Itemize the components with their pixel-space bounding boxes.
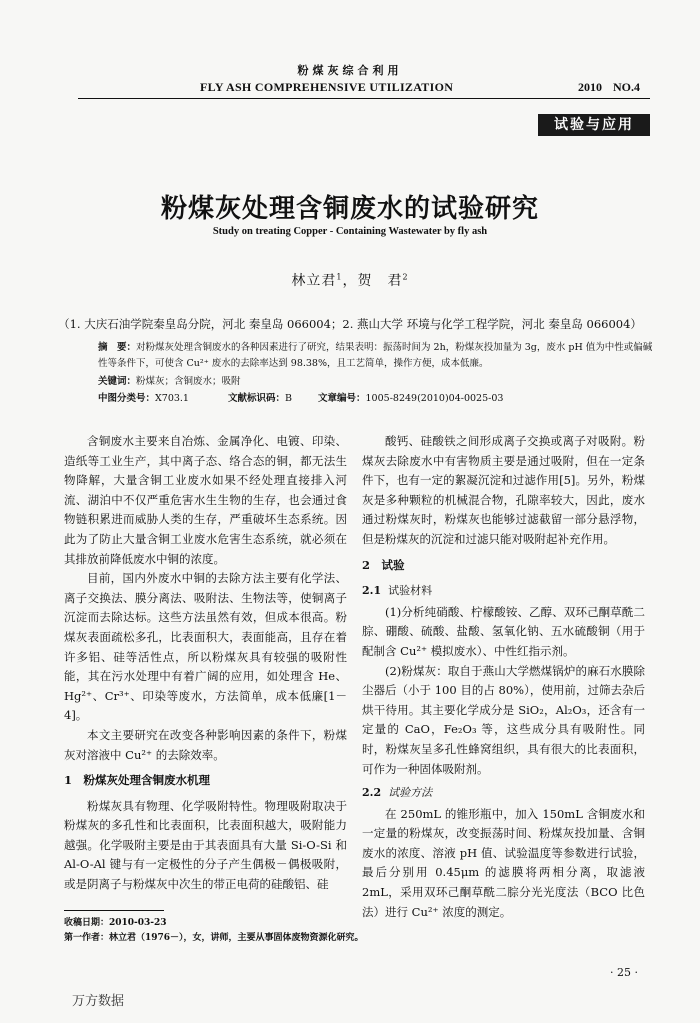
classification-line: [98, 391, 658, 407]
keywords: [98, 374, 658, 390]
paragraph: 目前，国内外废水中铜的去除方法主要有化学法、离子交换法、膜分离法、吸附法、生物法等，使铜离子沉淀而去除达标。这些方法虽然有效，但成本很高。粉煤灰表面疏松多孔，比表面积大，表面能高，且存在着许多铝、硅等活性点，所以粉煤灰具有较强的吸附性能，其在污水处理中有着广阔的应用，如处理含 He、Hg²⁺、Cr³⁺、印染等废水，方法简单，成本低廉[1－4]。: [64, 571, 347, 723]
paragraph: 在 250mL 的锥形瓶中，加入 150mL 含铜废水和一定量的粉煤灰，改变振荡时间、粉煤灰投加量、含铜废水的浓度、溶液 pH 值、试验温度等参数进行试验，最后分别用 0.45μm 的滤膜将两相分离，取滤液 2mL，采用双环己酮草酰二腙分光光度法（BCO 比色法）进行 Cu²⁺ 浓度的测定。: [362, 806, 645, 919]
header-divider: [78, 98, 650, 99]
author-1-affil-mark: 1: [336, 272, 343, 282]
body-column-left: [64, 432, 347, 895]
subsection-title: 试验材料: [388, 584, 433, 598]
body-column-right: [362, 432, 645, 922]
article-title-en: Study on treating Copper - Containing Wastewater by fly ash: [212, 226, 488, 237]
abstract-text: 对粉煤灰处理含铜废水的各种因素进行了研究，结果表明：振荡时间为 2h，粉煤灰投加量为 3g，废水 pH 值为中性或偏碱性等条件下，可使含 Cu²⁺ 废水的去除率达到 98.38%，且工艺简单，操作方便，成本低廉。: [98, 342, 653, 369]
issue-number: 2010 NO.4: [578, 80, 640, 94]
author-line: [0, 270, 700, 290]
paragraph: 本文主要研究在改变各种影响因素的条件下，粉煤灰对溶液中 Cu²⁺ 的去除效率。: [64, 727, 347, 762]
section-heading-2: 2 试验: [362, 557, 405, 572]
section-heading-1: 1 粉煤灰处理含铜废水机理: [64, 773, 211, 788]
subsection-heading-2-2: [362, 783, 645, 803]
article-number-label: 文章编号：: [318, 393, 366, 404]
source-watermark: 万方数据: [72, 994, 125, 1009]
subsection-number: 2.2: [362, 786, 382, 800]
paragraph: (2)粉煤灰：取自于燕山大学燃煤锅炉的麻石水膜除尘器后（小于 100 目的占 80%），使用前，过筛去杂后烘干待用。其主要化学成分是 SiO₂，Al₂O₃，还含有一定量的 CaO，Fe₂O₃ 等，这些成分具有吸附性。同时，粉煤灰呈多孔性蜂窝组织，具有很大的比表面积，可作为一种固体吸附剂。: [362, 663, 645, 776]
journal-title-cn: 粉煤灰综合利用: [297, 64, 403, 77]
abstract-label: 摘 要：: [98, 342, 137, 353]
author-1: 林立君: [291, 273, 337, 289]
journal-title-en: FLY ASH COMPREHENSIVE UTILIZATION: [200, 80, 454, 94]
author-bio: 第一作者：林立君（1976－），女，讲师，主要从事固体废物资源化研究。: [64, 933, 364, 943]
paragraph: 含铜废水主要来自冶炼、金属净化、电镀、印染、造纸等工业生产，其中离子态、络合态的铜，都无法生物降解，大量含铜工业废水如果不经处理直接排入河流、湖泊中不仅严重危害水生生物的生存，也会通过食物链积累进而威胁人类的生存，严重破坏生态系统。因此为了防止大量含铜工业废水危害生态系统，就必须在其排放前降低废水中铜的浓度。: [64, 434, 347, 566]
paragraph: 粉煤灰具有物理、化学吸附特性。物理吸附取决于粉煤灰的多孔性和比表面积，比表面积越大，吸附能力越强。化学吸附主要是由于其表面具有大量 Si-O-Si 和 Al-O-Al 键与有一定极性的分子产生偶极－偶极吸附，或是阴离子与粉煤灰中次生的带正电荷的硅酸铝、硅: [64, 798, 347, 892]
footnote-divider: [64, 910, 164, 911]
article-title-cn: 粉煤灰处理含铜废水的试验研究: [160, 194, 539, 224]
abstract: [98, 340, 658, 372]
subsection-heading-2-1: [362, 581, 645, 601]
keywords-text: 粉煤灰；含铜废水；吸附: [136, 376, 241, 387]
received-date: 收稿日期：2010-03-23: [64, 918, 167, 928]
section-banner: 试验与应用: [538, 114, 650, 136]
clc-label: 中图分类号：: [98, 393, 156, 404]
paragraph: 酸钙、硅酸铁之间形成离子交换或离子对吸附。粉煤灰去除废水中有害物质主要是通过吸附，但在一定条件下，也有一定的絮凝沉淀和过滤作用[5]。另外，粉煤灰是多种颗粒的机械混合物，孔隙率较大，因此，废水通过粉煤灰时，粉煤灰也能够过滤截留一部分悬浮物，但是粉煤灰的沉淀和过滤只能对吸附起补充作用。: [362, 434, 645, 546]
doc-code-label: 文献标识码：: [228, 393, 286, 404]
page-number: · 25 ·: [610, 966, 638, 979]
author-2: 贺 君: [357, 273, 403, 289]
affiliations: （1. 大庆石油学院秦皇岛分院，河北 秦皇岛 066004；2. 燕山大学 环境与化学工程学院，河北 秦皇岛 066004）: [58, 317, 642, 331]
doc-code-value: B: [285, 393, 292, 404]
author-separator: ，: [342, 273, 358, 289]
author-2-affil-mark: 2: [402, 272, 409, 282]
article-number-value: 1005-8249(2010)04-0025-03: [365, 393, 504, 404]
subsection-number: 2.1: [362, 584, 382, 598]
paragraph: (1)分析纯硝酸、柠檬酸铵、乙醇、双环己酮草酰二腙、硼酸、硫酸、盐酸、氢氧化钠、五水硫酸铜（用于配制含 Cu²⁺ 模拟废水）、中性红指示剂。: [362, 604, 645, 658]
keywords-label: 关键词：: [98, 376, 137, 387]
subsection-title: 试验方法: [388, 786, 433, 800]
clc-value: X703.1: [155, 393, 189, 404]
